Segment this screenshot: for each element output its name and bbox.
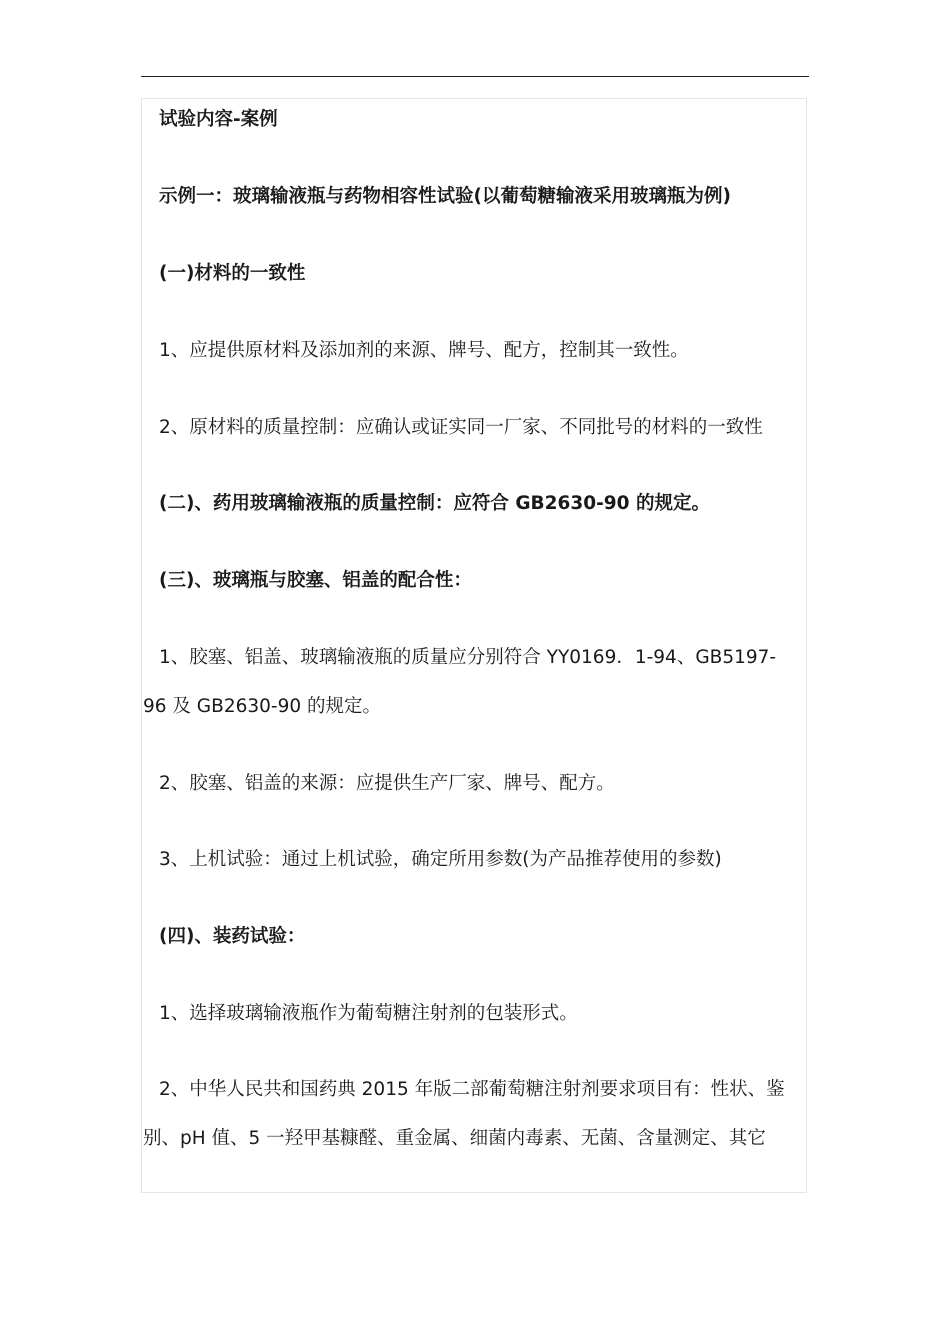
section1-title: (一)材料的一致性 [159, 263, 306, 284]
section3-item3: 3、上机试验：通过上机试验，确定所用参数(为产品推荐使用的参数) [159, 849, 722, 870]
section4-item2-line2: 别、pH 值、5 一羟甲基糠醛、重金属、细菌内毒素、无菌、含量测定、其它 [143, 1128, 766, 1149]
section3-item2: 2、胶塞、铝盖的来源：应提供生产厂家、牌号、配方。 [159, 773, 615, 794]
section4-item1: 1、选择玻璃输液瓶作为葡萄糖注射剂的包装形式。 [159, 1003, 578, 1024]
example-title: 示例一：玻璃输液瓶与药物相容性试验(以葡萄糖输液采用玻璃瓶为例) [159, 186, 731, 207]
section3-item1-line1: 1、胶塞、铝盖、玻璃输液瓶的质量应分别符合 YY0169．1-94、GB5197- [159, 647, 777, 668]
section2-title: (二)、药用玻璃输液瓶的质量控制：应符合 GB2630-90 的规定。 [159, 493, 710, 514]
section1-item2: 2、原材料的质量控制：应确认或证实同一厂家、不同批号的材料的一致性 [159, 417, 763, 438]
section3-item1-line2: 96 及 GB2630-90 的规定。 [143, 696, 382, 717]
section3-title: (三)、玻璃瓶与胶塞、铝盖的配合性： [159, 570, 472, 591]
section4-item2-line1: 2、中华人民共和国药典 2015 年版二部葡萄糖注射剂要求项目有：性状、鉴 [159, 1079, 785, 1100]
section1-item1: 1、应提供原材料及添加剂的来源、牌号、配方，控制其一致性。 [159, 340, 689, 361]
header-rule [141, 76, 809, 77]
document-heading: 试验内容-案例 [159, 109, 278, 130]
section4-title: (四)、装药试验： [159, 926, 306, 947]
